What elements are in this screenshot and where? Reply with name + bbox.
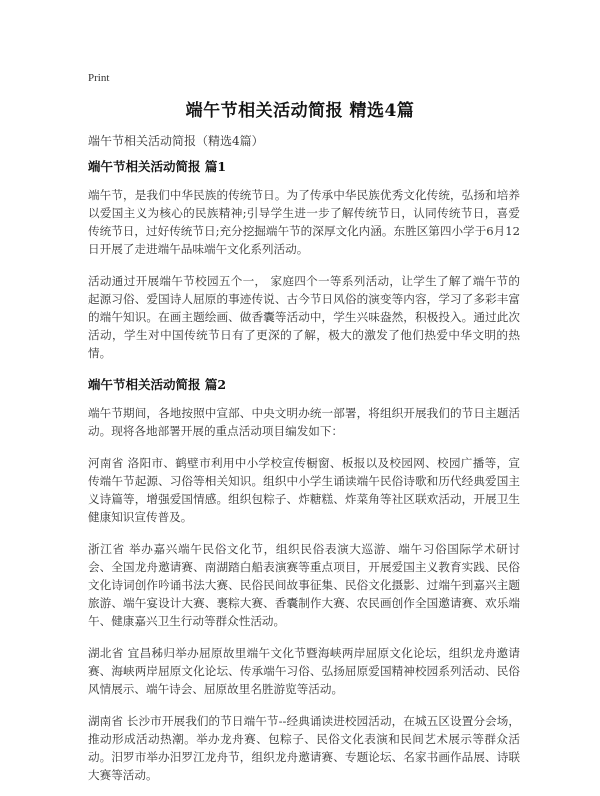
paragraph: 浙江省 举办嘉兴端午民俗文化节，组织民俗表演大巡游、端午习俗国际学术研讨会、全国龙舟邀请赛、南湖踏白船表演赛等重点项目，开展爱国主义教育实践、民俗文化诗词创作吟诵书法大赛、民俗民间故事征集、民俗文化摄影、过端午到嘉兴主题旅游、端午宴设计大赛、裹粽大赛、香囊制作大赛、农民画创作全国邀请赛、欢乐端午、健康嘉兴卫生行动等群众性活动。 [88,542,520,628]
document-subtitle: 端午节相关活动简报（精选4篇） [88,134,264,148]
paragraph: 湖北省 宜昌秭归举办屈原故里端午文化节暨海峡两岸屈原文化论坛，组织龙舟邀请赛、海峡两岸屈原文化论坛、传承端午习俗、弘扬屈原爱国精神校园系列活动、民俗风情展示、端午诗会、屈原故里名胜游览等活动。 [88,646,520,696]
section-heading: 端午节相关活动简报 篇2 [88,377,227,392]
document-content [88,158,520,796]
paragraph: 湖南省 长沙市开展我们的节日端午节--经典诵读进校园活动，在城五区设置分会场，推动形成活动热潮。举办龙舟赛、包粽子、民俗文化表演和民间艺术展示等群众活动。汨罗市举办汨罗江龙舟节，组织龙舟邀请赛、专题论坛、名家书画作品展、诗联大赛等活动。 [88,714,520,782]
section-heading: 端午节相关活动简报 篇1 [88,159,227,174]
document-title: 端午节相关活动简报 精选4篇 [185,101,415,121]
section-2 [88,376,520,784]
paragraph: 端午节，是我们中华民族的传统节日。为了传承中华民族优秀文化传统，弘扬和培养以爱国主义为核心的民族精神;引导学生进一步了解传统节日，认同传统节日，喜爱传统节日，过好传统节日;充分挖掘端午节的深厚文化内涵。东胜区第四小学于6月12日开展了走进端午品味端午文化系列活动。 [88,188,520,256]
paragraph: 河南省 洛阳市、鹤壁市利用中小学校宣传橱窗、板报以及校园网、校园广播等，宣传端午节起源、习俗等相关知识。组织中小学生诵读端午民俗诗歌和历代经典爱国主义诗篇等，增强爱国情感。组织包粽子、炸糖糕、炸菜角等社区联欢活动，开展卫生健康知识宣传普及。 [88,456,520,524]
section-1 [88,158,520,362]
print-label: Print [88,72,110,84]
paragraph: 端午节期间，各地按照中宣部、中央文明办统一部署，将组织开展我们的节日主题活动。现将各地部署开展的重点活动项目编发如下： [88,406,520,438]
paragraph: 活动通过开展端午节校园五个一， 家庭四个一等系列活动，让学生了解了端午节的起源习俗、爱国诗人屈原的事迹传说、古今节日风俗的演变等内容，学习了多彩丰富的端午知识。在画主题绘画、做香囊等活动中，学生兴味盎然，积极投入。通过此次活动，学生对中国传统节日有了更深的了解，极大的激发了他们热爱中华文明的热情。 [88,274,520,360]
